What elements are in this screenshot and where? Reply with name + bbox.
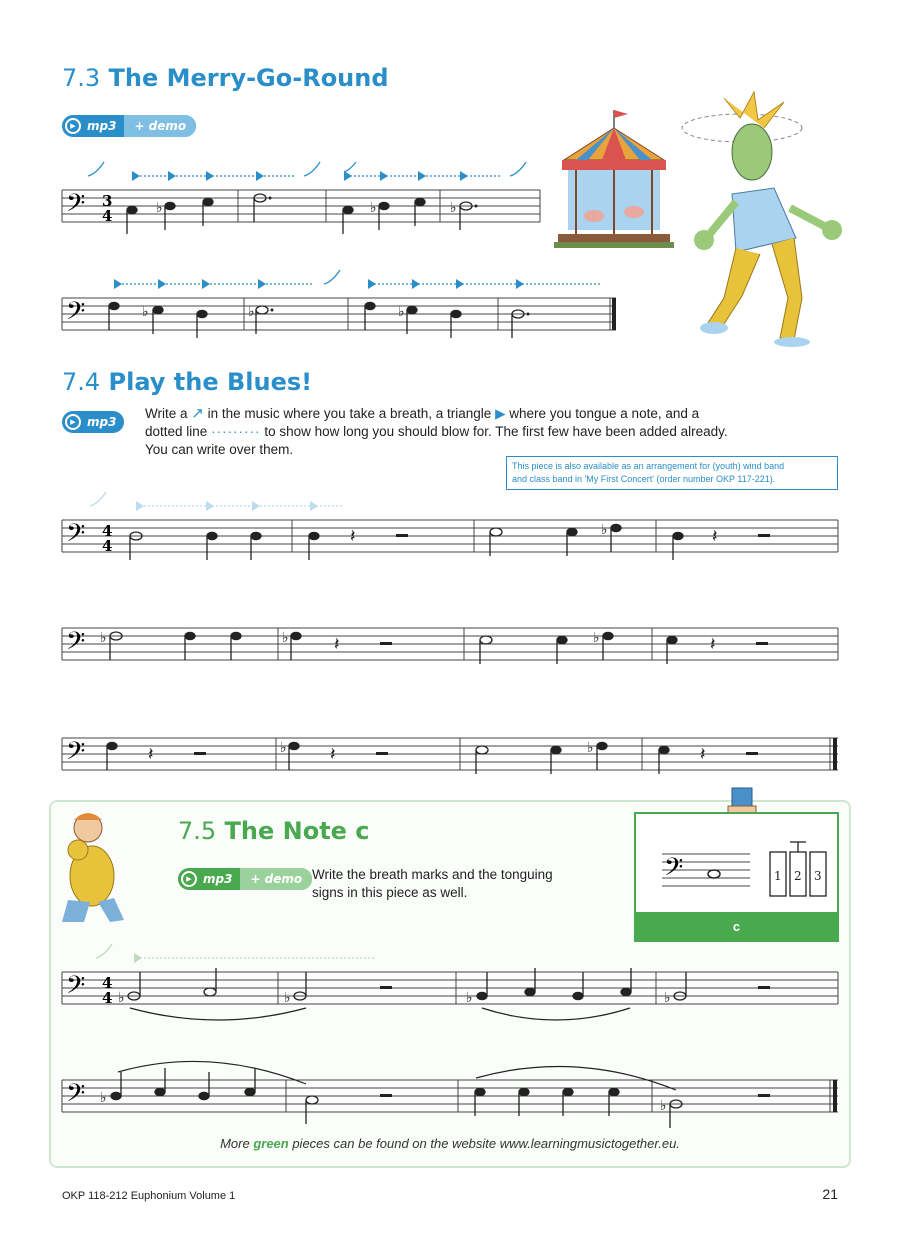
page-number: 21 — [822, 1186, 838, 1202]
svg-text:♭: ♭ — [142, 304, 149, 320]
svg-text:♭: ♭ — [118, 990, 125, 1006]
dotted-line-icon: ········· — [211, 424, 261, 439]
mp3-label: mp3 — [87, 119, 117, 133]
svg-text:𝄽: 𝄽 — [148, 744, 154, 765]
svg-text:𝄢: 𝄢 — [664, 853, 684, 888]
mp3-label: mp3 — [87, 415, 117, 429]
section-title-7-4 — [62, 368, 312, 396]
instr-text: Write a — [145, 406, 188, 421]
section-number: 7.5 — [178, 817, 217, 845]
valve-2: 2 — [794, 869, 802, 883]
section-title-text: The Note c — [224, 817, 370, 845]
svg-text:𝄢: 𝄢 — [66, 737, 86, 772]
bass-clef-icon: 𝄢 — [66, 189, 86, 224]
fingering-staff — [636, 814, 837, 914]
svg-text:♭: ♭ — [282, 630, 289, 646]
play-icon: ▶ — [62, 411, 84, 433]
svg-text:4: 4 — [102, 522, 113, 540]
svg-text:4: 4 — [102, 537, 113, 555]
svg-text:♭: ♭ — [660, 1098, 667, 1114]
valve-3: 3 — [814, 869, 822, 883]
instr-text: to show how long you should blow for. The first few have been added already. — [264, 424, 728, 439]
svg-text:♭: ♭ — [664, 990, 671, 1006]
instr-text: in the music where you take a breath, a triangle — [207, 406, 492, 421]
footer-publication: OKP 118-212 Euphonium Volume 1 — [62, 1190, 236, 1202]
staff-7-5-line-1 — [0, 936, 900, 1032]
demo-label: + demo — [240, 868, 312, 890]
svg-text:𝄢: 𝄢 — [66, 627, 86, 662]
svg-text:𝄽: 𝄽 — [334, 634, 340, 655]
valve-1: 1 — [774, 869, 782, 883]
svg-text:♭: ♭ — [100, 1090, 107, 1106]
fingering-note-name: c — [636, 912, 837, 940]
section-number: 7.4 — [62, 368, 101, 396]
svg-text:4: 4 — [102, 974, 113, 992]
mp3-demo-badge-7-3[interactable] — [62, 115, 196, 137]
svg-text:♭: ♭ — [398, 304, 405, 320]
instr-text: You can write over them. — [145, 442, 294, 457]
staff-7-4-line-1 — [0, 484, 900, 574]
instructions-7-4 — [145, 405, 825, 459]
svg-text:𝄢: 𝄢 — [66, 519, 86, 554]
section-number: 7.3 — [62, 64, 101, 92]
svg-text:♭: ♭ — [156, 200, 163, 216]
svg-text:♭: ♭ — [601, 522, 608, 538]
svg-text:♭: ♭ — [248, 304, 255, 320]
fingering-chart — [634, 812, 839, 942]
staff-7-4-line-2 — [0, 594, 900, 684]
triangle-icon: ▶ — [495, 406, 506, 421]
breath-mark-icon: ↗ — [191, 405, 204, 422]
svg-text:♭: ♭ — [284, 990, 291, 1006]
play-icon: ▶ — [178, 868, 200, 890]
staff-7-5-line-2 — [0, 1046, 900, 1136]
dizzy-man-illustration — [644, 88, 854, 358]
section-title-text: The Merry-Go-Round — [108, 64, 389, 92]
instr-text: dotted line — [145, 424, 208, 439]
svg-text:♭: ♭ — [280, 740, 287, 756]
svg-text:♭: ♭ — [593, 630, 600, 646]
instructions-7-5: Write the breath marks and the tonguing signs in this piece as well. — [312, 867, 553, 900]
svg-text:𝄽: 𝄽 — [350, 526, 356, 547]
section-title-7-3 — [62, 64, 389, 92]
svg-text:4: 4 — [102, 989, 113, 1007]
mp3-badge-7-4[interactable] — [62, 411, 124, 433]
svg-text:𝄢: 𝄢 — [66, 297, 86, 332]
svg-text:♭: ♭ — [370, 200, 377, 216]
svg-text:𝄽: 𝄽 — [330, 744, 336, 765]
svg-text:𝄽: 𝄽 — [710, 634, 716, 655]
play-icon: ▶ — [62, 115, 84, 137]
footer-note: More green pieces can be found on the website www.learningmusictogether.eu. — [220, 1136, 680, 1151]
mp3-label: mp3 — [203, 872, 233, 886]
section-title-7-5 — [178, 817, 370, 845]
svg-text:4: 4 — [102, 207, 113, 225]
mp3-demo-badge-7-5[interactable] — [178, 868, 312, 890]
svg-text:♭: ♭ — [587, 740, 594, 756]
svg-text:𝄢: 𝄢 — [66, 1079, 86, 1114]
svg-text:♭: ♭ — [450, 200, 457, 216]
svg-text:𝄽: 𝄽 — [700, 744, 706, 765]
instr-text: where you tongue a note, and a — [509, 406, 700, 421]
svg-text:♭: ♭ — [100, 630, 107, 646]
svg-text:3: 3 — [102, 192, 113, 210]
svg-text:𝄢: 𝄢 — [66, 971, 86, 1006]
svg-text:𝄽: 𝄽 — [712, 526, 718, 547]
euphonium-player-illustration — [54, 806, 130, 922]
staff-7-4-line-3 — [0, 704, 900, 794]
demo-label: + demo — [124, 115, 196, 137]
section-title-text: Play the Blues! — [108, 368, 313, 396]
svg-text:♭: ♭ — [466, 990, 473, 1006]
arrangement-info-box: This piece is also available as an arrangement for (youth) wind band and class band in 'My First Concert' (order number OKP 117-221). — [506, 456, 838, 490]
